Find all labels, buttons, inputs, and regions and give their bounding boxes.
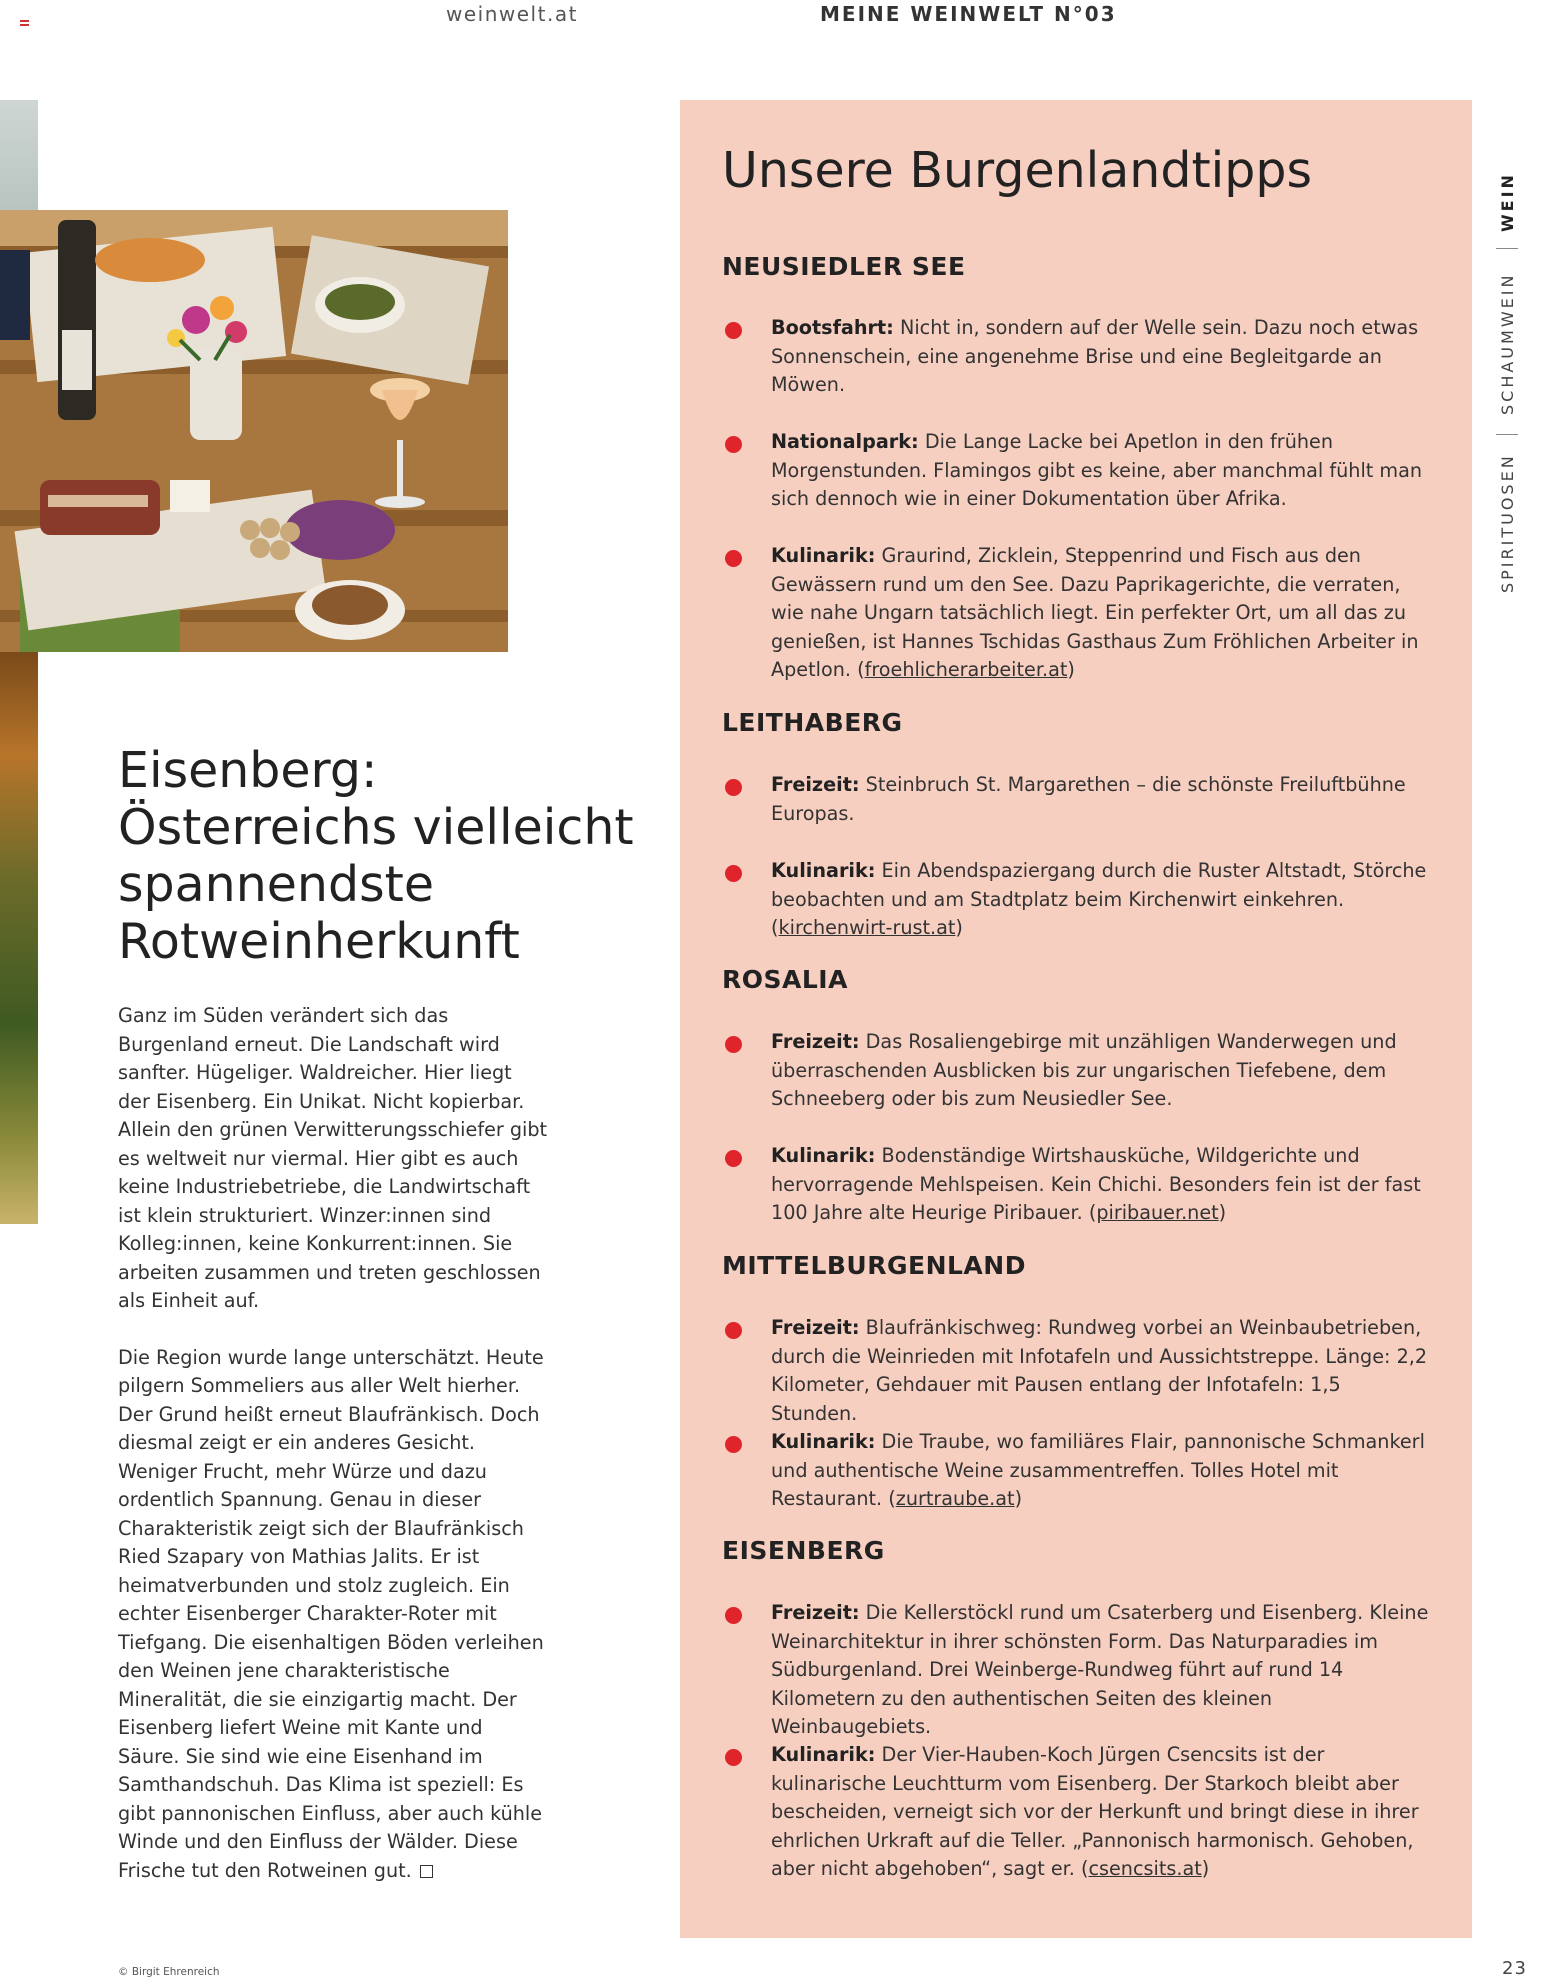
tip-item: Kulinarik: Der Vier-Hauben-Koch Jürgen Csencsits ist der kulinarische Leuchtturm vom Eisenberg. Der Starkoch bleibt aber bescheiden, verneigt sich vor der Herkunft und bringt diese in ihrer ehrlichen Urkraft auf die Teller. „Pannonisch harmonisch. Gehoben, aber nicht abgehoben“, sagt er. (csencsits.at) [722, 1741, 1432, 1884]
photo-strip-top [0, 100, 38, 210]
nav-item-wein[interactable]: WEIN [1498, 172, 1517, 232]
bullet-icon [725, 779, 742, 796]
tip-link[interactable]: froehlicherarbeiter.at [864, 658, 1068, 681]
tip-label: Kulinarik: [771, 544, 876, 567]
bullet-icon [725, 550, 742, 567]
site-name[interactable]: weinwelt.at [446, 2, 578, 26]
headline-line: Österreichs vielleicht [118, 799, 634, 856]
nav-divider [1496, 248, 1518, 249]
tip-link[interactable]: piribauer.net [1096, 1201, 1219, 1224]
tip-item: Kulinarik: Graurind, Zicklein, Steppenrind und Fisch aus den Gewässern rund um den See. Dazu Paprikagerichte, die verraten, wie nahe Ungarn tatsächlich liegt. Ein perfekter Ort, um all das zu genießen, ist Hannes Tschidas Gasthaus Zum Fröhlichen Arbeiter in Apetlon. (froehlicherarbeiter.at) [722, 542, 1432, 685]
tips-box [680, 100, 1472, 1938]
article-paragraph-text: Die Region wurde lange unterschätzt. Heute pilgern Sommeliers aus aller Welt hierher. Der Grund heißt erneut Blaufränkisch. Doch diesmal zeigt er ein anderes Gesicht. Weniger Frucht, mehr Würze und dazu ordentlich Spannung. Genau in dieser Charakteristik zeigt sich der Blaufränkisch Ried Szapary von Mathias Jalits. Er ist heimatverbunden und stolz zugleich. Ein echter Eisenberger Charakter-Roter mit Tiefgang. Die eisenhaltigen Böden verleihen den Weinen jene charakteristische Mineralität, die sie einzigartig macht. Der Eisenberg liefert Weine mit Kante und Säure. Sie sind wie eine Eisenhand im Samthandschuh. Das Klima ist speziell: Es gibt pannonischen Einfluss, aber auch kühle Winde und den Einfluss der Wälder. Diese Frische tut den Rotweinen gut. [118, 1345, 544, 1882]
tip-text: Blaufränkischweg: Rundweg vorbei an Weinbaubetrieben, durch die Weinrieden mit Infotafeln und Aussichtstreppe. Länge: 2,2 Kilometer, Gehdauer mit Pausen entlang der Infotafeln: 1,5 Stunden. [771, 1316, 1428, 1425]
tip-link[interactable]: csencsits.at [1088, 1857, 1202, 1880]
tip-text: Graurind, Zicklein, Steppenrind und Fisch aus den Gewässern rund um den See. Dazu Paprikagerichte, die verraten, wie nahe Ungarn tatsächlich liegt. Ein perfekter Ort, um all das zu genießen, ist Hannes Tschidas Gasthaus Zum Fröhlichen Arbeiter in Apetlon. [771, 544, 1419, 681]
region-heading-neusiedler-see: NEUSIEDLER SEE [722, 252, 966, 281]
bullet-icon [725, 1749, 742, 1766]
tip-label: Kulinarik: [771, 1743, 876, 1766]
tip-text: Die Lange Lacke bei Apetlon in den frühen Morgenstunden. Flamingos gibt es keine, aber manchmal fühlt man sich dennoch wie in einer Dokumentation über Afrika. [771, 430, 1423, 510]
tip-label: Freizeit: [771, 1316, 860, 1339]
tip-text: Die Kellerstöckl rund um Csaterberg und Eisenberg. Kleine Weinarchitektur in ihrer schönsten Form. Das Naturparadies im Südburgenland. Drei Weinberge-Rundweg führt auf rund 14 Kilometern zu den authentischen Seiten des kleinen Weinbaugebiets. [771, 1601, 1429, 1738]
tip-label: Freizeit: [771, 773, 860, 796]
bullet-icon [725, 1436, 742, 1453]
tip-label: Kulinarik: [771, 1144, 876, 1167]
tips-title: Unsere Burgenlandtipps [722, 142, 1313, 199]
article-headline [118, 742, 638, 970]
tip-link[interactable]: zurtraube.at [895, 1487, 1015, 1510]
tip-text: Die Traube, wo familiäres Flair, pannonische Schmankerl und authentische Weine zusammentreffen. Tolles Hotel mit Restaurant. [771, 1430, 1425, 1510]
tip-text: Bodenständige Wirtshausküche, Wildgerichte und hervorragende Mehlspeisen. Kein Chichi. Besonders fein ist der fast 100 Jahre alte Heurige Piribauer. [771, 1144, 1421, 1224]
tip-item [722, 1599, 1432, 1742]
tip-text: Der Vier-Hauben-Koch Jürgen Csencsits ist der kulinarische Leuchtturm vom Eisenberg. Der Starkoch bleibt aber bescheiden, verneigt sich vor der Herkunft und bringt diese in ihrer ehrlichen Urkraft auf die Teller. „Pannonisch harmonisch. Gehoben, aber nicht abgehoben“, sagt er. [771, 1743, 1419, 1880]
region-heading-eisenberg: EISENBERG [722, 1536, 885, 1565]
bullet-icon [725, 1036, 742, 1053]
magazine-title: MEINE WEINWELT N°03 [820, 2, 1117, 26]
language-flag-icon[interactable] [20, 20, 29, 26]
tip-label: Bootsfahrt: [771, 316, 894, 339]
region-heading-mittelburgenland: MITTELBURGENLAND [722, 1251, 1026, 1280]
tip-label: Kulinarik: [771, 1430, 876, 1453]
photo-credit: © Birgit Ehrenreich [118, 1966, 220, 1978]
article-paragraph-last [118, 1344, 548, 1886]
tip-text: Nicht in, sondern auf der Welle sein. Dazu noch etwas Sonnenschein, eine angenehme Brise und eine Begleitgarde an Möwen. [771, 316, 1419, 396]
tip-item: Kulinarik: Ein Abendspaziergang durch die Ruster Altstadt, Störche beobachten und am Stadtplatz beim Kirchenwirt einkehren. (kirchenwirt-rust.at) [722, 857, 1432, 943]
tip-label: Kulinarik: [771, 859, 876, 882]
tip-text: Ein Abendspaziergang durch die Ruster Altstadt, Störche beobachten und am Stadtplatz beim Kirchenwirt einkehren. [771, 859, 1427, 911]
bullet-icon [725, 1607, 742, 1624]
nav-divider [1496, 434, 1518, 435]
page-number: 23 [1502, 1958, 1527, 1979]
bullet-icon [725, 1150, 742, 1167]
tip-link[interactable]: kirchenwirt-rust.at [778, 916, 956, 939]
tip-text: Steinbruch St. Margarethen – die schönste Freiluftbühne Europas. [771, 773, 1406, 825]
end-mark-icon [420, 1865, 433, 1878]
tip-item [722, 1028, 1432, 1114]
tip-item: Kulinarik: Die Traube, wo familiäres Flair, pannonische Schmankerl und authentische Weine zusammentreffen. Tolles Hotel mit Restaurant. (zurtraube.at) [722, 1428, 1432, 1514]
tip-label: Freizeit: [771, 1601, 860, 1624]
headline-line: spannendste [118, 856, 434, 913]
headline-line: Rotweinherkunft [118, 913, 520, 970]
article-body [118, 1002, 548, 1913]
tip-item: Kulinarik: Bodenständige Wirtshausküche, Wildgerichte und hervorragende Mehlspeisen. Kein Chichi. Besonders fein ist der fast 100 Jahre alte Heurige Piribauer. (piribauer.net) [722, 1142, 1432, 1228]
picnic-photo [0, 210, 508, 652]
headline-line: Eisenberg: [118, 742, 378, 799]
tip-item [722, 428, 1432, 514]
article-paragraph: Ganz im Süden verändert sich das Burgenland erneut. Die Landschaft wird sanfter. Hügeliger. Waldreicher. Hier liegt der Eisenberg. Ein Unikat. Nicht kopierbar. Allein den grünen Verwitterungsschiefer gibt es weltweit nur viermal. Hier gibt es auch keine Industriebetriebe, die Landwirtschaft ist klein strukturiert. Winzer:innen sind Kolleg:innen, keine Konkurrent:innen. Sie arbeiten zusammen und treten geschlossen als Einheit auf. [118, 1004, 548, 1312]
tip-text: Das Rosaliengebirge mit unzähligen Wanderwegen und überraschenden Ausblicken bis zur ungarischen Tiefebene, dem Schneeberg oder bis zum Neusiedler See. [771, 1030, 1397, 1110]
nav-item-spirituosen[interactable]: SPIRITUOSEN [1498, 453, 1517, 593]
photo-strip-vineyard [0, 652, 38, 1224]
tip-item [722, 1314, 1432, 1428]
tip-label: Freizeit: [771, 1030, 860, 1053]
tip-item [722, 771, 1432, 828]
nav-item-schaumwein[interactable]: SCHAUMWEIN [1498, 272, 1517, 415]
bullet-icon [725, 322, 742, 339]
tip-label: Nationalpark: [771, 430, 919, 453]
bullet-icon [725, 1322, 742, 1339]
tip-item [722, 314, 1432, 400]
region-heading-leithaberg: LEITHABERG [722, 708, 903, 737]
bullet-icon [725, 436, 742, 453]
region-heading-rosalia: ROSALIA [722, 965, 848, 994]
bullet-icon [725, 865, 742, 882]
